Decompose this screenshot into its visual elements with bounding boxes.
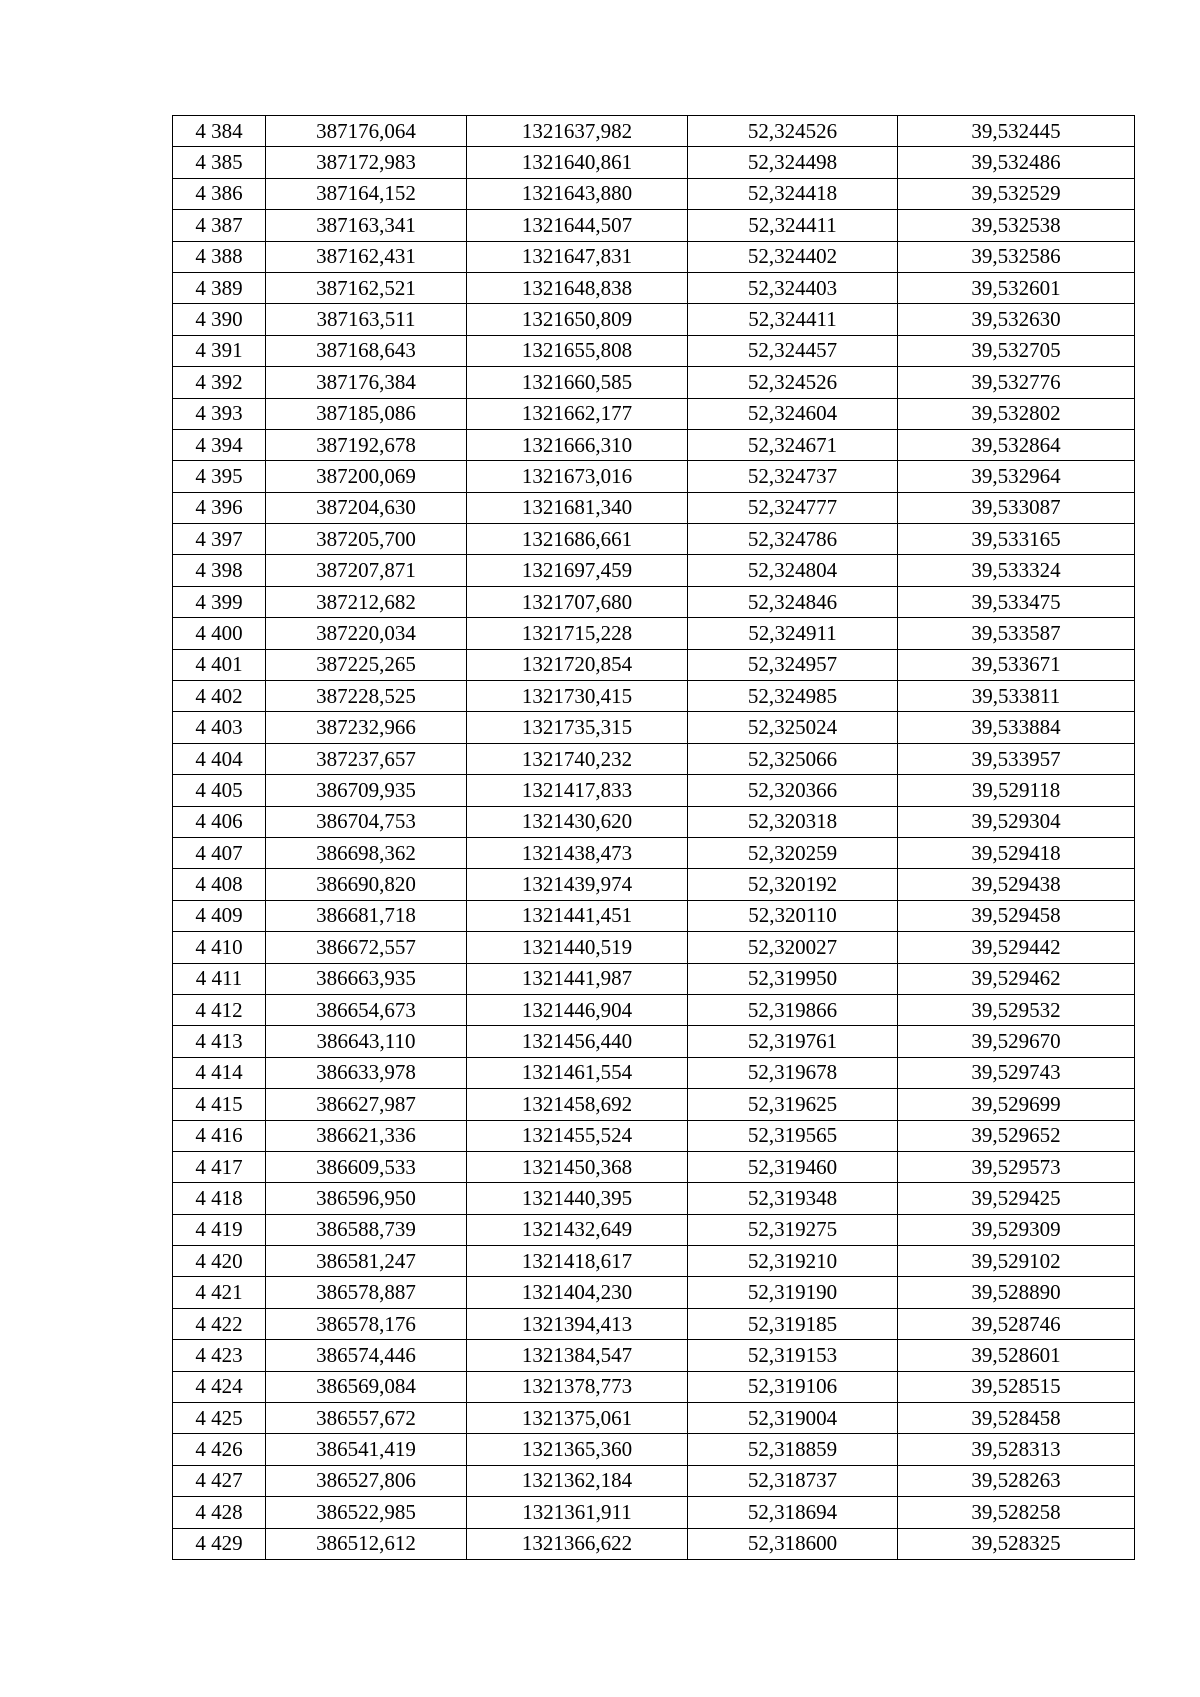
latitude-cell: 52,318859 (688, 1434, 898, 1465)
latitude-cell: 52,324777 (688, 492, 898, 523)
x-coordinate-cell: 386621,336 (266, 1120, 467, 1151)
table-row (173, 1089, 1135, 1120)
longitude-cell: 39,528458 (898, 1403, 1135, 1434)
point-number-cell: 4 426 (173, 1434, 266, 1465)
y-coordinate-cell: 1321662,177 (467, 398, 688, 429)
longitude-cell: 39,529102 (898, 1246, 1135, 1277)
point-number-cell: 4 400 (173, 618, 266, 649)
longitude-cell: 39,532630 (898, 304, 1135, 335)
x-coordinate-cell: 387225,265 (266, 649, 467, 680)
latitude-cell: 52,320027 (688, 932, 898, 963)
y-coordinate-cell: 1321720,854 (467, 649, 688, 680)
latitude-cell: 52,318600 (688, 1528, 898, 1559)
latitude-cell: 52,324804 (688, 555, 898, 586)
longitude-cell: 39,528325 (898, 1528, 1135, 1559)
table-row (173, 1214, 1135, 1245)
latitude-cell: 52,324402 (688, 241, 898, 272)
x-coordinate-cell: 386588,739 (266, 1214, 467, 1245)
table-row (173, 1528, 1135, 1559)
longitude-cell: 39,528263 (898, 1465, 1135, 1496)
table-row (173, 806, 1135, 837)
longitude-cell: 39,529743 (898, 1057, 1135, 1088)
longitude-cell: 39,532964 (898, 461, 1135, 492)
longitude-cell: 39,529652 (898, 1120, 1135, 1151)
latitude-cell: 52,320110 (688, 900, 898, 931)
y-coordinate-cell: 1321430,620 (467, 806, 688, 837)
point-number-cell: 4 384 (173, 116, 266, 147)
latitude-cell: 52,319625 (688, 1089, 898, 1120)
longitude-cell: 39,532486 (898, 147, 1135, 178)
longitude-cell: 39,529118 (898, 775, 1135, 806)
longitude-cell: 39,529309 (898, 1214, 1135, 1245)
latitude-cell: 52,319460 (688, 1151, 898, 1182)
y-coordinate-cell: 1321440,395 (467, 1183, 688, 1214)
y-coordinate-cell: 1321441,451 (467, 900, 688, 931)
table-row (173, 367, 1135, 398)
longitude-cell: 39,533587 (898, 618, 1135, 649)
y-coordinate-cell: 1321378,773 (467, 1371, 688, 1402)
y-coordinate-cell: 1321404,230 (467, 1277, 688, 1308)
latitude-cell: 52,325024 (688, 712, 898, 743)
table-row (173, 492, 1135, 523)
y-coordinate-cell: 1321637,982 (467, 116, 688, 147)
x-coordinate-cell: 387164,152 (266, 178, 467, 209)
latitude-cell: 52,324911 (688, 618, 898, 649)
latitude-cell: 52,319106 (688, 1371, 898, 1402)
y-coordinate-cell: 1321650,809 (467, 304, 688, 335)
x-coordinate-cell: 386574,446 (266, 1340, 467, 1371)
table-row (173, 586, 1135, 617)
longitude-cell: 39,528601 (898, 1340, 1135, 1371)
y-coordinate-cell: 1321735,315 (467, 712, 688, 743)
x-coordinate-cell: 386512,612 (266, 1528, 467, 1559)
latitude-cell: 52,319950 (688, 963, 898, 994)
x-coordinate-cell: 386578,176 (266, 1308, 467, 1339)
latitude-cell: 52,324403 (688, 272, 898, 303)
point-number-cell: 4 402 (173, 681, 266, 712)
longitude-cell: 39,529438 (898, 869, 1135, 900)
latitude-cell: 52,324498 (688, 147, 898, 178)
y-coordinate-cell: 1321418,617 (467, 1246, 688, 1277)
table-row (173, 869, 1135, 900)
x-coordinate-cell: 386681,718 (266, 900, 467, 931)
point-number-cell: 4 412 (173, 994, 266, 1025)
point-number-cell: 4 425 (173, 1403, 266, 1434)
table-row (173, 429, 1135, 460)
longitude-cell: 39,529462 (898, 963, 1135, 994)
x-coordinate-cell: 387172,983 (266, 147, 467, 178)
x-coordinate-cell: 386609,533 (266, 1151, 467, 1182)
longitude-cell: 39,529458 (898, 900, 1135, 931)
y-coordinate-cell: 1321686,661 (467, 524, 688, 555)
point-number-cell: 4 386 (173, 178, 266, 209)
x-coordinate-cell: 387200,069 (266, 461, 467, 492)
x-coordinate-cell: 386596,950 (266, 1183, 467, 1214)
point-number-cell: 4 398 (173, 555, 266, 586)
y-coordinate-cell: 1321450,368 (467, 1151, 688, 1182)
latitude-cell: 52,324846 (688, 586, 898, 617)
point-number-cell: 4 395 (173, 461, 266, 492)
table-row (173, 1246, 1135, 1277)
longitude-cell: 39,529532 (898, 994, 1135, 1025)
table-row (173, 900, 1135, 931)
table-row (173, 1277, 1135, 1308)
x-coordinate-cell: 386704,753 (266, 806, 467, 837)
x-coordinate-cell: 387237,657 (266, 743, 467, 774)
point-number-cell: 4 424 (173, 1371, 266, 1402)
latitude-cell: 52,320318 (688, 806, 898, 837)
point-number-cell: 4 390 (173, 304, 266, 335)
point-number-cell: 4 406 (173, 806, 266, 837)
x-coordinate-cell: 386569,084 (266, 1371, 467, 1402)
coordinates-table (172, 115, 1135, 1560)
latitude-cell: 52,319565 (688, 1120, 898, 1151)
longitude-cell: 39,533475 (898, 586, 1135, 617)
y-coordinate-cell: 1321643,880 (467, 178, 688, 209)
longitude-cell: 39,533087 (898, 492, 1135, 523)
table-row (173, 1308, 1135, 1339)
point-number-cell: 4 387 (173, 210, 266, 241)
longitude-cell: 39,529418 (898, 837, 1135, 868)
y-coordinate-cell: 1321644,507 (467, 210, 688, 241)
latitude-cell: 52,324418 (688, 178, 898, 209)
x-coordinate-cell: 386578,887 (266, 1277, 467, 1308)
table-row (173, 712, 1135, 743)
x-coordinate-cell: 387232,966 (266, 712, 467, 743)
table-row (173, 461, 1135, 492)
longitude-cell: 39,529425 (898, 1183, 1135, 1214)
y-coordinate-cell: 1321648,838 (467, 272, 688, 303)
table-row (173, 116, 1135, 147)
x-coordinate-cell: 386654,673 (266, 994, 467, 1025)
point-number-cell: 4 423 (173, 1340, 266, 1371)
latitude-cell: 52,324786 (688, 524, 898, 555)
point-number-cell: 4 399 (173, 586, 266, 617)
table-row (173, 1340, 1135, 1371)
point-number-cell: 4 391 (173, 335, 266, 366)
latitude-cell: 52,324671 (688, 429, 898, 460)
x-coordinate-cell: 386627,987 (266, 1089, 467, 1120)
y-coordinate-cell: 1321673,016 (467, 461, 688, 492)
table-row (173, 304, 1135, 335)
latitude-cell: 52,319153 (688, 1340, 898, 1371)
y-coordinate-cell: 1321455,524 (467, 1120, 688, 1151)
y-coordinate-cell: 1321361,911 (467, 1497, 688, 1528)
latitude-cell: 52,319348 (688, 1183, 898, 1214)
longitude-cell: 39,528746 (898, 1308, 1135, 1339)
x-coordinate-cell: 387168,643 (266, 335, 467, 366)
y-coordinate-cell: 1321439,974 (467, 869, 688, 900)
x-coordinate-cell: 387176,384 (266, 367, 467, 398)
y-coordinate-cell: 1321740,232 (467, 743, 688, 774)
table-row (173, 963, 1135, 994)
point-number-cell: 4 397 (173, 524, 266, 555)
latitude-cell: 52,319866 (688, 994, 898, 1025)
x-coordinate-cell: 387163,341 (266, 210, 467, 241)
longitude-cell: 39,532529 (898, 178, 1135, 209)
y-coordinate-cell: 1321681,340 (467, 492, 688, 523)
x-coordinate-cell: 386633,978 (266, 1057, 467, 1088)
y-coordinate-cell: 1321441,987 (467, 963, 688, 994)
point-number-cell: 4 422 (173, 1308, 266, 1339)
point-number-cell: 4 414 (173, 1057, 266, 1088)
table-row (173, 272, 1135, 303)
latitude-cell: 52,318694 (688, 1497, 898, 1528)
point-number-cell: 4 394 (173, 429, 266, 460)
y-coordinate-cell: 1321647,831 (467, 241, 688, 272)
y-coordinate-cell: 1321697,459 (467, 555, 688, 586)
y-coordinate-cell: 1321384,547 (467, 1340, 688, 1371)
y-coordinate-cell: 1321640,861 (467, 147, 688, 178)
latitude-cell: 52,325066 (688, 743, 898, 774)
point-number-cell: 4 403 (173, 712, 266, 743)
point-number-cell: 4 409 (173, 900, 266, 931)
latitude-cell: 52,319275 (688, 1214, 898, 1245)
x-coordinate-cell: 386690,820 (266, 869, 467, 900)
longitude-cell: 39,528890 (898, 1277, 1135, 1308)
y-coordinate-cell: 1321707,680 (467, 586, 688, 617)
longitude-cell: 39,529304 (898, 806, 1135, 837)
point-number-cell: 4 388 (173, 241, 266, 272)
table-row (173, 618, 1135, 649)
latitude-cell: 52,320259 (688, 837, 898, 868)
y-coordinate-cell: 1321362,184 (467, 1465, 688, 1496)
y-coordinate-cell: 1321730,415 (467, 681, 688, 712)
point-number-cell: 4 408 (173, 869, 266, 900)
table-row (173, 994, 1135, 1025)
longitude-cell: 39,532538 (898, 210, 1135, 241)
longitude-cell: 39,528515 (898, 1371, 1135, 1402)
table-row (173, 1026, 1135, 1057)
table-row (173, 210, 1135, 241)
x-coordinate-cell: 386581,247 (266, 1246, 467, 1277)
longitude-cell: 39,532705 (898, 335, 1135, 366)
longitude-cell: 39,532445 (898, 116, 1135, 147)
point-number-cell: 4 415 (173, 1089, 266, 1120)
x-coordinate-cell: 387162,521 (266, 272, 467, 303)
point-number-cell: 4 429 (173, 1528, 266, 1559)
point-number-cell: 4 405 (173, 775, 266, 806)
x-coordinate-cell: 387228,525 (266, 681, 467, 712)
longitude-cell: 39,532864 (898, 429, 1135, 460)
latitude-cell: 52,324411 (688, 210, 898, 241)
point-number-cell: 4 420 (173, 1246, 266, 1277)
x-coordinate-cell: 386557,672 (266, 1403, 467, 1434)
table-row (173, 649, 1135, 680)
latitude-cell: 52,324526 (688, 367, 898, 398)
point-number-cell: 4 419 (173, 1214, 266, 1245)
point-number-cell: 4 401 (173, 649, 266, 680)
latitude-cell: 52,324957 (688, 649, 898, 680)
table-row (173, 1151, 1135, 1182)
x-coordinate-cell: 387220,034 (266, 618, 467, 649)
longitude-cell: 39,532601 (898, 272, 1135, 303)
longitude-cell: 39,529442 (898, 932, 1135, 963)
y-coordinate-cell: 1321458,692 (467, 1089, 688, 1120)
longitude-cell: 39,532586 (898, 241, 1135, 272)
x-coordinate-cell: 386527,806 (266, 1465, 467, 1496)
point-number-cell: 4 396 (173, 492, 266, 523)
longitude-cell: 39,528258 (898, 1497, 1135, 1528)
table-row (173, 1057, 1135, 1088)
point-number-cell: 4 411 (173, 963, 266, 994)
table-row (173, 681, 1135, 712)
y-coordinate-cell: 1321456,440 (467, 1026, 688, 1057)
y-coordinate-cell: 1321366,622 (467, 1528, 688, 1559)
table-row (173, 743, 1135, 774)
latitude-cell: 52,319761 (688, 1026, 898, 1057)
table-row (173, 1183, 1135, 1214)
x-coordinate-cell: 386643,110 (266, 1026, 467, 1057)
point-number-cell: 4 421 (173, 1277, 266, 1308)
point-number-cell: 4 385 (173, 147, 266, 178)
y-coordinate-cell: 1321666,310 (467, 429, 688, 460)
y-coordinate-cell: 1321660,585 (467, 367, 688, 398)
y-coordinate-cell: 1321655,808 (467, 335, 688, 366)
latitude-cell: 52,324411 (688, 304, 898, 335)
point-number-cell: 4 393 (173, 398, 266, 429)
y-coordinate-cell: 1321461,554 (467, 1057, 688, 1088)
table-row (173, 524, 1135, 555)
latitude-cell: 52,318737 (688, 1465, 898, 1496)
table-row (173, 1465, 1135, 1496)
x-coordinate-cell: 386522,985 (266, 1497, 467, 1528)
point-number-cell: 4 418 (173, 1183, 266, 1214)
latitude-cell: 52,324457 (688, 335, 898, 366)
table-row (173, 1371, 1135, 1402)
point-number-cell: 4 417 (173, 1151, 266, 1182)
y-coordinate-cell: 1321375,061 (467, 1403, 688, 1434)
table-row (173, 932, 1135, 963)
latitude-cell: 52,324526 (688, 116, 898, 147)
table-row (173, 335, 1135, 366)
y-coordinate-cell: 1321446,904 (467, 994, 688, 1025)
longitude-cell: 39,528313 (898, 1434, 1135, 1465)
coordinates-table-body (173, 116, 1135, 1560)
longitude-cell: 39,532776 (898, 367, 1135, 398)
x-coordinate-cell: 387176,064 (266, 116, 467, 147)
table-row (173, 147, 1135, 178)
longitude-cell: 39,529670 (898, 1026, 1135, 1057)
x-coordinate-cell: 386672,557 (266, 932, 467, 963)
point-number-cell: 4 428 (173, 1497, 266, 1528)
table-row (173, 1434, 1135, 1465)
latitude-cell: 52,319210 (688, 1246, 898, 1277)
table-row (173, 775, 1135, 806)
y-coordinate-cell: 1321438,473 (467, 837, 688, 868)
y-coordinate-cell: 1321417,833 (467, 775, 688, 806)
latitude-cell: 52,320192 (688, 869, 898, 900)
latitude-cell: 52,324985 (688, 681, 898, 712)
latitude-cell: 52,319678 (688, 1057, 898, 1088)
y-coordinate-cell: 1321365,360 (467, 1434, 688, 1465)
table-row (173, 837, 1135, 868)
point-number-cell: 4 410 (173, 932, 266, 963)
x-coordinate-cell: 386709,935 (266, 775, 467, 806)
x-coordinate-cell: 387162,431 (266, 241, 467, 272)
longitude-cell: 39,533884 (898, 712, 1135, 743)
y-coordinate-cell: 1321715,228 (467, 618, 688, 649)
longitude-cell: 39,533324 (898, 555, 1135, 586)
table-row (173, 555, 1135, 586)
point-number-cell: 4 404 (173, 743, 266, 774)
latitude-cell: 52,319185 (688, 1308, 898, 1339)
table-row (173, 1497, 1135, 1528)
y-coordinate-cell: 1321440,519 (467, 932, 688, 963)
x-coordinate-cell: 386541,419 (266, 1434, 467, 1465)
point-number-cell: 4 392 (173, 367, 266, 398)
point-number-cell: 4 416 (173, 1120, 266, 1151)
table-row (173, 1403, 1135, 1434)
x-coordinate-cell: 386663,935 (266, 963, 467, 994)
table-row (173, 1120, 1135, 1151)
x-coordinate-cell: 387185,086 (266, 398, 467, 429)
latitude-cell: 52,324604 (688, 398, 898, 429)
x-coordinate-cell: 387204,630 (266, 492, 467, 523)
x-coordinate-cell: 387163,511 (266, 304, 467, 335)
longitude-cell: 39,529699 (898, 1089, 1135, 1120)
longitude-cell: 39,533165 (898, 524, 1135, 555)
longitude-cell: 39,529573 (898, 1151, 1135, 1182)
longitude-cell: 39,533957 (898, 743, 1135, 774)
point-number-cell: 4 389 (173, 272, 266, 303)
latitude-cell: 52,319190 (688, 1277, 898, 1308)
y-coordinate-cell: 1321394,413 (467, 1308, 688, 1339)
x-coordinate-cell: 387207,871 (266, 555, 467, 586)
point-number-cell: 4 427 (173, 1465, 266, 1496)
y-coordinate-cell: 1321432,649 (467, 1214, 688, 1245)
latitude-cell: 52,324737 (688, 461, 898, 492)
x-coordinate-cell: 386698,362 (266, 837, 467, 868)
point-number-cell: 4 407 (173, 837, 266, 868)
latitude-cell: 52,320366 (688, 775, 898, 806)
longitude-cell: 39,532802 (898, 398, 1135, 429)
latitude-cell: 52,319004 (688, 1403, 898, 1434)
table-row (173, 178, 1135, 209)
x-coordinate-cell: 387205,700 (266, 524, 467, 555)
table-row (173, 398, 1135, 429)
longitude-cell: 39,533811 (898, 681, 1135, 712)
x-coordinate-cell: 387192,678 (266, 429, 467, 460)
point-number-cell: 4 413 (173, 1026, 266, 1057)
table-row (173, 241, 1135, 272)
x-coordinate-cell: 387212,682 (266, 586, 467, 617)
longitude-cell: 39,533671 (898, 649, 1135, 680)
